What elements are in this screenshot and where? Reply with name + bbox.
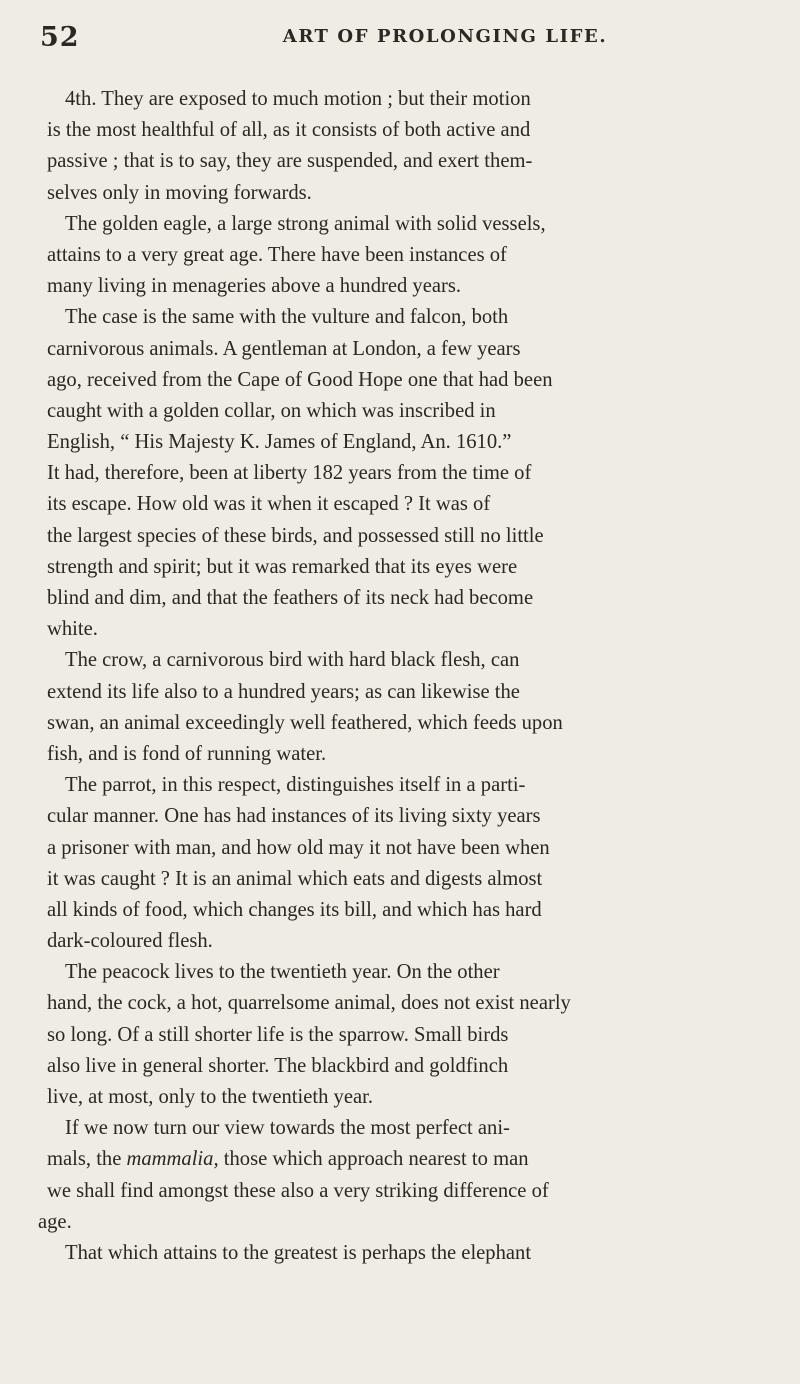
text-line: extend its life also to a hundred years; as can likewise the — [47, 680, 520, 703]
text-line: it was caught ? It is an animal which eats and digests almost — [47, 867, 543, 890]
text-line: The golden eagle, a large strong animal with solid vessels, — [65, 212, 546, 235]
text-line: 4th. They are exposed to much motion ; but their motion — [65, 88, 531, 110]
text-line: cular manner. One has had instances of its living sixty years — [47, 805, 541, 828]
page-number: 52 — [40, 22, 80, 53]
text-line: dark-coloured flesh. — [47, 930, 213, 953]
text-line: The parrot, in this respect, distinguishes itself in a parti- — [65, 774, 526, 797]
text-line: It had, therefore, been at liberty 182 years from the time of — [47, 462, 532, 485]
text-segment: those which approach nearest to man — [218, 1148, 529, 1171]
text-line: ago, received from the Cape of Good Hope one that had been — [47, 368, 553, 391]
text-line: so long. Of a still shorter life is the sparrow. Small birds — [47, 1023, 509, 1046]
text-line: all kinds of food, which changes its bill, and which has hard — [47, 898, 542, 921]
text-line: many living in menageries above a hundred years. — [47, 275, 462, 298]
text-line: The case is the same with the vulture and falcon, both — [65, 306, 509, 329]
text-line: age. — [38, 1210, 72, 1233]
text-line: we shall find amongst these also a very striking difference of — [47, 1179, 549, 1202]
text-line: The peacock lives to the twentieth year. On the other — [65, 961, 500, 984]
text-line: That which attains to the greatest is perhaps the elephant — [65, 1241, 532, 1264]
text-line: is the most healthful of all, as it consists of both active and — [47, 119, 531, 142]
text-line: caught with a golden collar, on which was inscribed in — [47, 399, 496, 422]
text-line: attains to a very great age. There have been instances of — [47, 243, 507, 266]
text-line: English, “ His Majesty K. James of England, An. 1610.” — [47, 431, 512, 454]
text-line: The crow, a carnivorous bird with hard black flesh, can — [65, 649, 520, 672]
text-line: the largest species of these birds, and possessed still no little — [47, 524, 544, 547]
text-line: a prisoner with man, and how old may it not have been when — [47, 836, 550, 859]
text-line: blind and dim, and that the feathers of its neck had become — [47, 587, 534, 609]
body-text — [38, 84, 800, 1269]
text-line: hand, the cock, a hot, quarrelsome animal, does not exist nearly — [47, 992, 571, 1015]
text-line: live, at most, only to the twentieth year. — [47, 1086, 374, 1108]
italic-term: mammalia, — [126, 1148, 219, 1171]
text-line: also live in general shorter. The blackbird and goldfinch — [47, 1054, 509, 1077]
text-line: selves only in moving forwards. — [47, 181, 312, 204]
text-line: carnivorous animals. A gentleman at London, a few years — [47, 337, 521, 360]
text-line — [47, 1144, 800, 1175]
page-header — [0, 22, 800, 56]
text-line: swan, an animal exceedingly well feathered, which feeds upon — [47, 711, 563, 734]
text-segment: mals, the — [47, 1148, 127, 1171]
text-line: strength and spirit; but it was remarked that its eyes were — [47, 555, 518, 578]
text-line: If we now turn our view towards the most perfect ani- — [65, 1117, 510, 1140]
text-line: its escape. How old was it when it escaped ? It was of — [47, 493, 491, 516]
text-line: white. — [47, 618, 98, 641]
text-line: fish, and is fond of running water. — [47, 742, 327, 765]
text-line: passive ; that is to say, they are suspended, and exert them- — [47, 150, 533, 173]
running-title: ART OF PROLONGING LIFE. — [282, 26, 608, 47]
